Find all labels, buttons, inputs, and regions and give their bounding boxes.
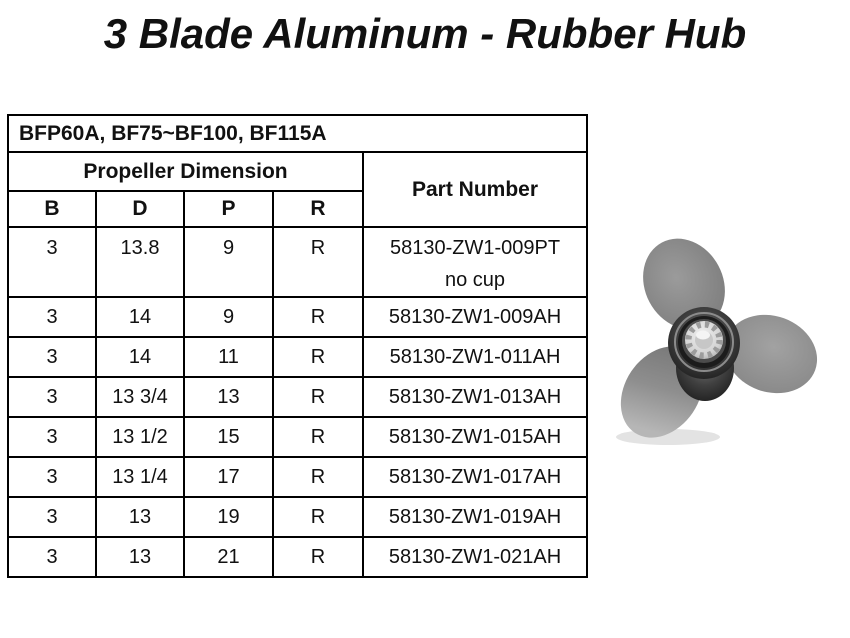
part-number-text: 58130-ZW1-017AH (388, 465, 562, 488)
cell-r: R (273, 417, 363, 457)
cell-b: 3 (8, 337, 96, 377)
part-number-text: 58130-ZW1-011AH (389, 345, 561, 368)
cell-d: 13 1/4 (96, 457, 184, 497)
cell-p: 13 (184, 377, 273, 417)
cell-r: R (273, 337, 363, 377)
cell-d: 13 3/4 (96, 377, 184, 417)
cell-d: 13 (96, 497, 184, 537)
group-header-propeller-dimension: Propeller Dimension (8, 152, 363, 191)
cell-part-number (363, 417, 587, 457)
group-header-row (8, 152, 587, 191)
cell-b: 3 (8, 497, 96, 537)
propeller-photo (610, 230, 826, 450)
cell-p: 15 (184, 417, 273, 457)
cell-part-number (363, 497, 587, 537)
cell-b: 3 (8, 297, 96, 337)
part-number-text: 58130-ZW1-009PT (389, 237, 561, 259)
part-number-text: 58130-ZW1-019AH (388, 505, 562, 528)
cell-part-number (363, 537, 587, 577)
table-row (8, 227, 587, 297)
cell-part-number (363, 377, 587, 417)
cell-p: 11 (184, 337, 273, 377)
cell-p: 9 (184, 297, 273, 337)
cell-r: R (273, 457, 363, 497)
cell-p: 9 (184, 227, 273, 297)
col-header-b: B (8, 191, 96, 227)
col-header-d: D (96, 191, 184, 227)
table-row (8, 457, 587, 497)
table-row (8, 377, 587, 417)
part-number-text: 58130-ZW1-009AH (388, 305, 562, 328)
cell-b: 3 (8, 537, 96, 577)
model-header-row (8, 115, 587, 152)
col-header-r: R (273, 191, 363, 227)
cell-d: 14 (96, 337, 184, 377)
cell-p: 17 (184, 457, 273, 497)
cell-r: R (273, 497, 363, 537)
table-row (8, 417, 587, 457)
cell-d: 13.8 (96, 227, 184, 297)
part-number-text: 58130-ZW1-013AH (388, 385, 562, 408)
table-body (8, 227, 587, 577)
propeller-spec-table (7, 114, 588, 578)
bore-glint (696, 331, 710, 340)
cell-p: 19 (184, 497, 273, 537)
cell-b: 3 (8, 377, 96, 417)
propeller-illustration (610, 230, 826, 450)
part-number-text: 58130-ZW1-015AH (388, 425, 562, 448)
cell-r: R (273, 537, 363, 577)
part-number-note: no cup (444, 269, 506, 291)
cell-r: R (273, 377, 363, 417)
cell-d: 14 (96, 297, 184, 337)
cell-b: 3 (8, 227, 96, 297)
part-number-text: 58130-ZW1-021AH (388, 545, 562, 568)
table-row (8, 497, 587, 537)
table-row (8, 537, 587, 577)
table-row (8, 337, 587, 377)
cell-b: 3 (8, 457, 96, 497)
cell-r: R (273, 297, 363, 337)
part-number-header: Part Number (363, 152, 587, 227)
cell-part-number (363, 297, 587, 337)
page-title: 3 Blade Aluminum - Rubber Hub (103, 10, 747, 57)
cell-part-number (363, 457, 587, 497)
table-row (8, 297, 587, 337)
cell-p: 21 (184, 537, 273, 577)
cell-d: 13 1/2 (96, 417, 184, 457)
cell-part-number (363, 337, 587, 377)
cell-part-number (363, 227, 587, 297)
cell-d: 13 (96, 537, 184, 577)
cell-b: 3 (8, 417, 96, 457)
model-header: BFP60A, BF75~BF100, BF115A (8, 115, 587, 152)
col-header-p: P (184, 191, 273, 227)
cell-r: R (273, 227, 363, 297)
